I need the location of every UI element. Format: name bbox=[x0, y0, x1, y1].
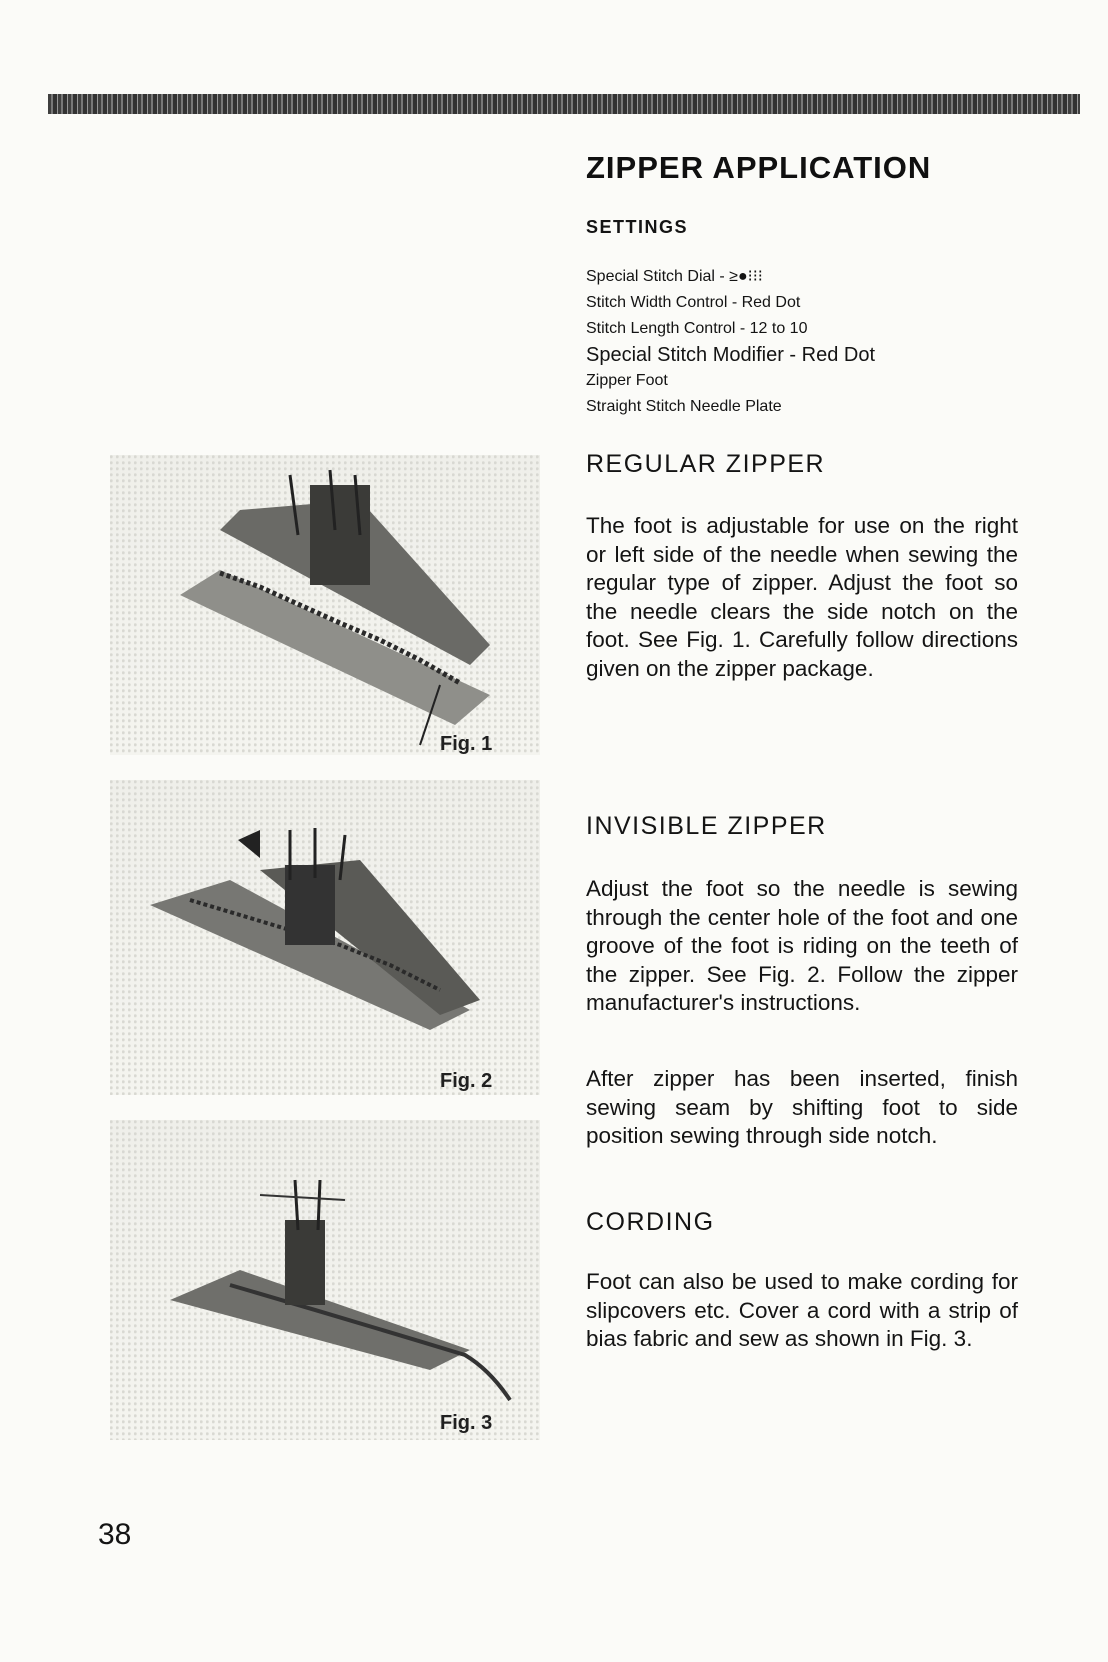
page-title: ZIPPER APPLICATION bbox=[586, 150, 932, 185]
settings-list bbox=[586, 264, 875, 420]
cording-text: Foot can also be used to make cording for slipcovers etc. Cover a cord with a strip of bias fabric and sew as shown in Fig. 3. bbox=[586, 1269, 1018, 1351]
setting-item: Zipper Foot bbox=[586, 372, 668, 389]
figure-2-caption: Fig. 2 bbox=[440, 1070, 493, 1092]
invisible-zipper-text-2: After zipper has been inserted, finish sewing seam by shifting foot to side position sewing through side notch. bbox=[586, 1066, 1018, 1148]
invisible-zipper-text-1: Adjust the foot so the needle is sewing through the center hole of the foot and one groove of the foot is riding on the teeth of the zipper. See Fig. 2. Follow the zipper manufacturer's instructions. bbox=[586, 876, 1018, 1015]
page-number: 38 bbox=[98, 1518, 132, 1551]
cording-heading: CORDING bbox=[586, 1208, 715, 1236]
header-rule bbox=[48, 94, 1080, 114]
sewing-foot-regular-zipper-drawing bbox=[110, 455, 540, 755]
regular-zipper-text: The foot is adjustable for use on the right or left side of the needle when sewing the regular type of zipper. Adjust the foot so the needle clears the side notch on the foot. See Fig. 1. Carefully follow directions given on the zipper package. bbox=[586, 513, 1018, 681]
invisible-zipper-heading: INVISIBLE ZIPPER bbox=[586, 812, 827, 840]
figure-1-caption: Fig. 1 bbox=[440, 733, 493, 755]
sewing-foot-invisible-zipper-drawing bbox=[110, 780, 540, 1095]
sewing-foot-cording-drawing bbox=[110, 1120, 540, 1440]
figure-3-caption: Fig. 3 bbox=[440, 1412, 493, 1434]
setting-item: Stitch Width Control - Red Dot bbox=[586, 294, 801, 311]
setting-item: Special Stitch Modifier - Red Dot bbox=[586, 344, 876, 366]
regular-zipper-heading: REGULAR ZIPPER bbox=[586, 450, 826, 478]
figure-1-illustration bbox=[110, 455, 540, 755]
setting-item: Straight Stitch Needle Plate bbox=[586, 398, 782, 415]
settings-heading: SETTINGS bbox=[586, 217, 689, 237]
setting-item: Stitch Length Control - 12 to 10 bbox=[586, 320, 808, 337]
figure-2-illustration bbox=[110, 780, 540, 1095]
figure-3-illustration bbox=[110, 1120, 540, 1440]
setting-item: Special Stitch Dial - ≥●⁝⁝⁝ bbox=[586, 268, 763, 285]
